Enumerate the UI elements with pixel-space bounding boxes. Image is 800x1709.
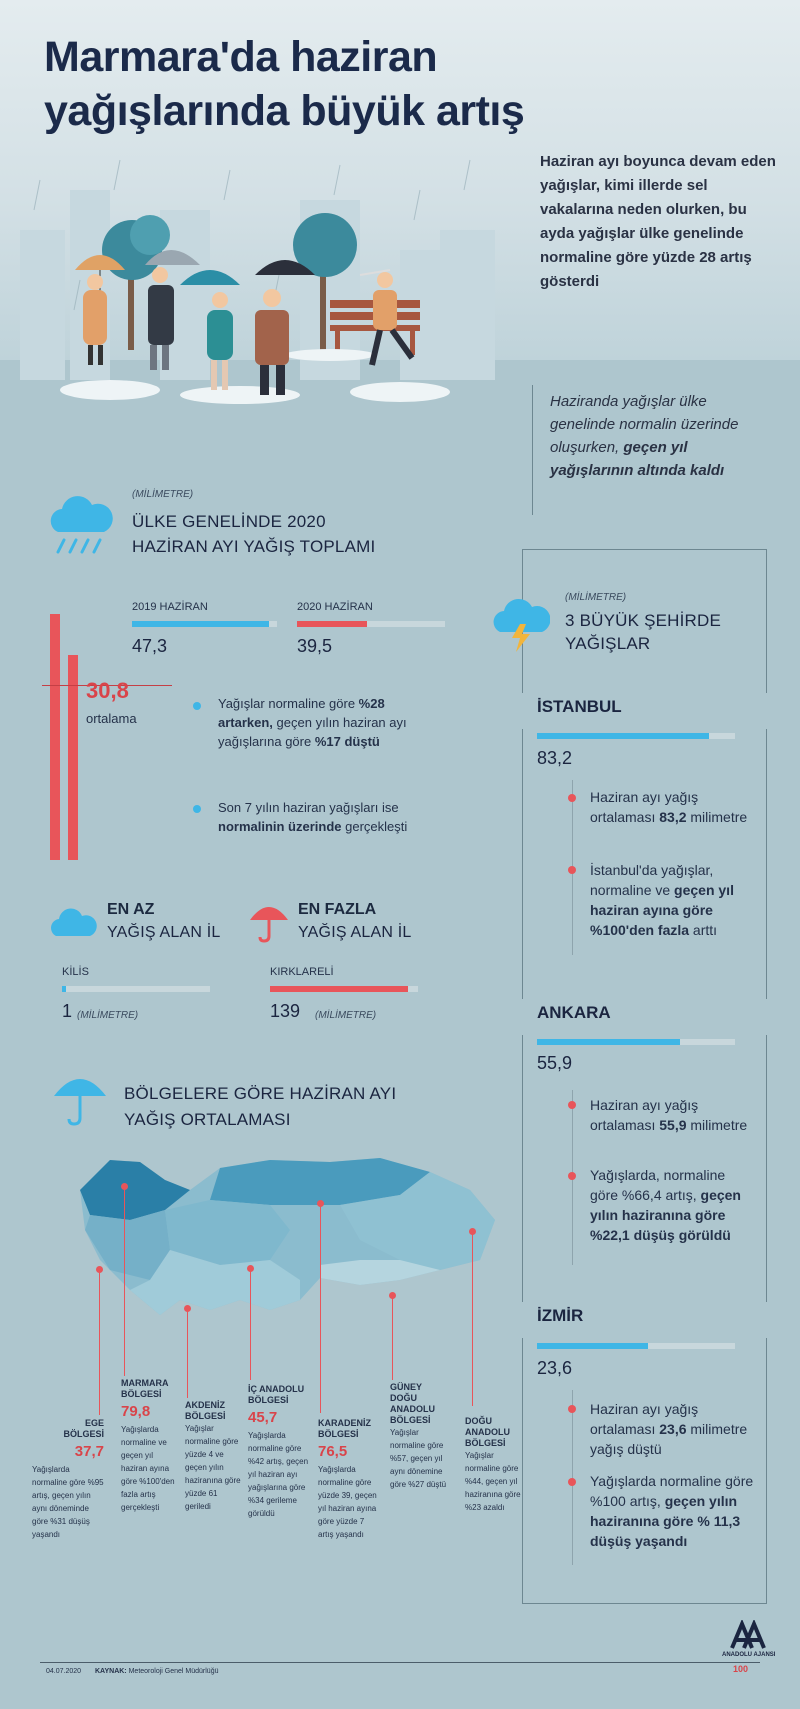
bullet-dot [568, 794, 576, 802]
istanbul-bullet-1: Haziran ayı yağış ortalaması 83,2 milimetre [590, 789, 748, 825]
min-bar [62, 986, 66, 992]
max-city: KIRKLARELİ [270, 966, 334, 978]
bar-2020 [297, 621, 367, 627]
min-title: EN AZ [107, 901, 155, 918]
min-subtitle: YAĞIŞ ALAN İL [107, 924, 221, 941]
national-bullet-2: Son 7 yılın haziran yağışları ise normalinin üzerinde gerçekleşti [218, 800, 408, 834]
aa-logo-text: ANADOLU AJANSI [722, 1652, 776, 1658]
turkey-map [70, 1150, 500, 1340]
footer-source: KAYNAK: Meteoroloji Genel Müdürlüğü [95, 1668, 219, 1675]
min-unit: (MİLİMETRE) [77, 1010, 139, 1021]
footer-divider [40, 1662, 760, 1663]
national-title-line2: HAZİRAN AYI YAĞIŞ TOPLAMI [132, 537, 376, 556]
umbrella-icon [248, 900, 290, 944]
ankara-bullet-2: Yağışlarda, normaline göre %66,4 artış, geçen yılın haziranına göre %22,1 düşüş görüldü [590, 1167, 741, 1243]
bullet-dot [568, 866, 576, 874]
bullet-dot [568, 1101, 576, 1109]
bar-2019 [132, 621, 269, 627]
regions-title-line1: BÖLGELERE GÖRE HAZİRAN AYI [124, 1084, 397, 1103]
pin-line-ege [99, 1270, 100, 1415]
pin-dot-guneydogu [389, 1292, 396, 1299]
quote-text [550, 390, 760, 482]
quote-normal: Haziranda yağışlar ülke genelinde normalin üzerinde oluşurken, [550, 393, 739, 456]
istanbul-name: İSTANBUL [537, 697, 622, 716]
izmir-bar [537, 1343, 648, 1349]
national-title-line1: ÜLKE GENELİNDE 2020 [132, 512, 326, 531]
min-city: KİLİS [62, 966, 89, 978]
istanbul-value: 83,2 [537, 748, 573, 768]
min-value: 1 [62, 1001, 73, 1021]
pin-line-karadeniz [320, 1203, 321, 1413]
storm-cloud-icon [490, 594, 550, 654]
cloud-icon [46, 900, 98, 942]
pin-dot-ege [96, 1266, 103, 1273]
ankara-bullet-1: Haziran ayı yağış ortalaması 55,9 milimetre [590, 1097, 748, 1133]
page-title-line1: Marmara'da haziran [44, 33, 438, 81]
pin-line-guneydogu [392, 1295, 393, 1380]
izmir-value: 23,6 [537, 1358, 573, 1378]
pin-line-ic-anadolu [250, 1268, 251, 1380]
umbrella-icon [52, 1070, 108, 1128]
izmir-bullet-1: Haziran ayı yağış ortalaması 23,6 milimetre yağış düştü [590, 1401, 748, 1457]
pin-dot-karadeniz [317, 1200, 324, 1207]
izmir-header [522, 1302, 772, 1338]
izmir-name: İZMİR [537, 1306, 584, 1325]
pin-dot-marmara [121, 1183, 128, 1190]
bullet-dot [568, 1478, 576, 1486]
max-unit: (MİLİMETRE) [315, 1010, 377, 1021]
pin-line-marmara [124, 1186, 125, 1376]
aa-logo-icon [728, 1620, 768, 1650]
max-title: EN FAZLA [298, 901, 377, 918]
pin-line-akdeniz [187, 1308, 188, 1398]
max-subtitle: YAĞIŞ ALAN İL [298, 924, 412, 941]
pin-line-dogu [472, 1231, 473, 1406]
ankara-value: 55,9 [537, 1053, 573, 1073]
region-karadeniz: KARADENİZ BÖLGESİ 76,5 Yağışlarda normaline göre yüzde 39, geçen yıl haziran ayına göre yüzde 7 artış yaşandı [318, 1418, 377, 1539]
value-2019: 47,3 [132, 636, 168, 656]
value-2020: 39,5 [297, 636, 333, 656]
average-value: 30,8 [86, 678, 129, 703]
page-title-line2: yağışlarında büyük artış [44, 87, 525, 135]
bullet-dot [568, 1172, 576, 1180]
max-bar [270, 986, 408, 992]
region-ege: EGE BÖLGESİ 37,7 Yağışlarda normaline göre %95 artış, geçen yılın aynı döneminde göre %31 düşüş yaşandı [32, 1418, 104, 1539]
region-akdeniz: AKDENİZ BÖLGESİ Yağışlar normaline göre yüzde 4 ve geçen yılın haziranına göre yüzde 61 geriledi [185, 1400, 241, 1511]
pin-dot-ic-anadolu [247, 1265, 254, 1272]
min-bar-track [62, 986, 210, 992]
ankara-header [522, 999, 772, 1035]
quote-bold: geçen yıl yağışlarının altında kaldı [550, 439, 725, 479]
national-unit: (MİLİMETRE) [132, 489, 194, 500]
quote-divider [532, 385, 533, 515]
istanbul-bar [537, 733, 709, 739]
istanbul-header [522, 693, 772, 729]
max-value: 139 [270, 1001, 301, 1021]
label-2020: 2020 HAZİRAN [297, 601, 373, 613]
regions-title-line2: YAĞIŞ ORTALAMASI [124, 1110, 291, 1129]
rain-cloud-icon [44, 492, 116, 560]
istanbul-bullet-2: İstanbul'da yağışlar, normaline ve geçen yıl haziran ayına göre %100'den fazla arttı [590, 862, 734, 938]
region-dogu: DOĞU ANADOLU BÖLGESİ Yağışlar normaline göre %44, geçen yıl haziranına göre %23 azaldı [465, 1416, 521, 1512]
bullet-dot [193, 702, 201, 710]
pin-dot-akdeniz [184, 1305, 191, 1312]
cities-title-line2: YAĞIŞLAR [565, 634, 651, 653]
region-guneydogu: GÜNEY DOĞU ANADOLU BÖLGESİ Yağışlar normaline göre %57, geçen yıl aynı dönemine göre %27 düştü [390, 1382, 447, 1489]
intro-text: Haziran ayı boyunca devam eden yağışlar, kimi illerde sel vakalarına neden olurken, bu ayda yağışlar ülke genelinde normaline göre yüzde 28 artış gösterdi [540, 153, 776, 290]
bullet-dot [193, 805, 201, 813]
national-bullet-1: Yağışlar normaline göre %28 artarken, geçen yılın haziran ayı yağışlarına göre %17 düştü [218, 696, 407, 749]
label-2019: 2019 HAZİRAN [132, 601, 208, 613]
cities-unit: (MİLİMETRE) [565, 592, 627, 603]
average-label: ortalama [86, 711, 137, 726]
izmir-bullet-2: Yağışlarda normaline göre %100 artış, geçen yılın haziranına göre % 11,3 düşüş yaşandı [590, 1473, 754, 1549]
region-ic-anadolu: İÇ ANADOLU BÖLGESİ 45,7 Yağışlarda normaline göre %42 artış, geçen yıl haziran ayı yağışlarına göre %34 gerileme görüldü [248, 1384, 309, 1518]
vertical-bar-2019 [50, 614, 60, 860]
pin-dot-dogu [469, 1228, 476, 1235]
region-marmara: MARMARA BÖLGESİ 79,8 Yağışlarda normaline ve geçen yıl haziran ayına göre %100'den fazla artış gerçekleşti [121, 1378, 175, 1512]
ankara-bar [537, 1039, 680, 1045]
aa-logo-badge: 100 [733, 1664, 749, 1674]
cities-title-line1: 3 BÜYÜK ŞEHİRDE [565, 611, 722, 630]
bullet-dot [568, 1405, 576, 1413]
ankara-name: ANKARA [537, 1003, 611, 1022]
footer-date: 04.07.2020 [46, 1668, 82, 1675]
